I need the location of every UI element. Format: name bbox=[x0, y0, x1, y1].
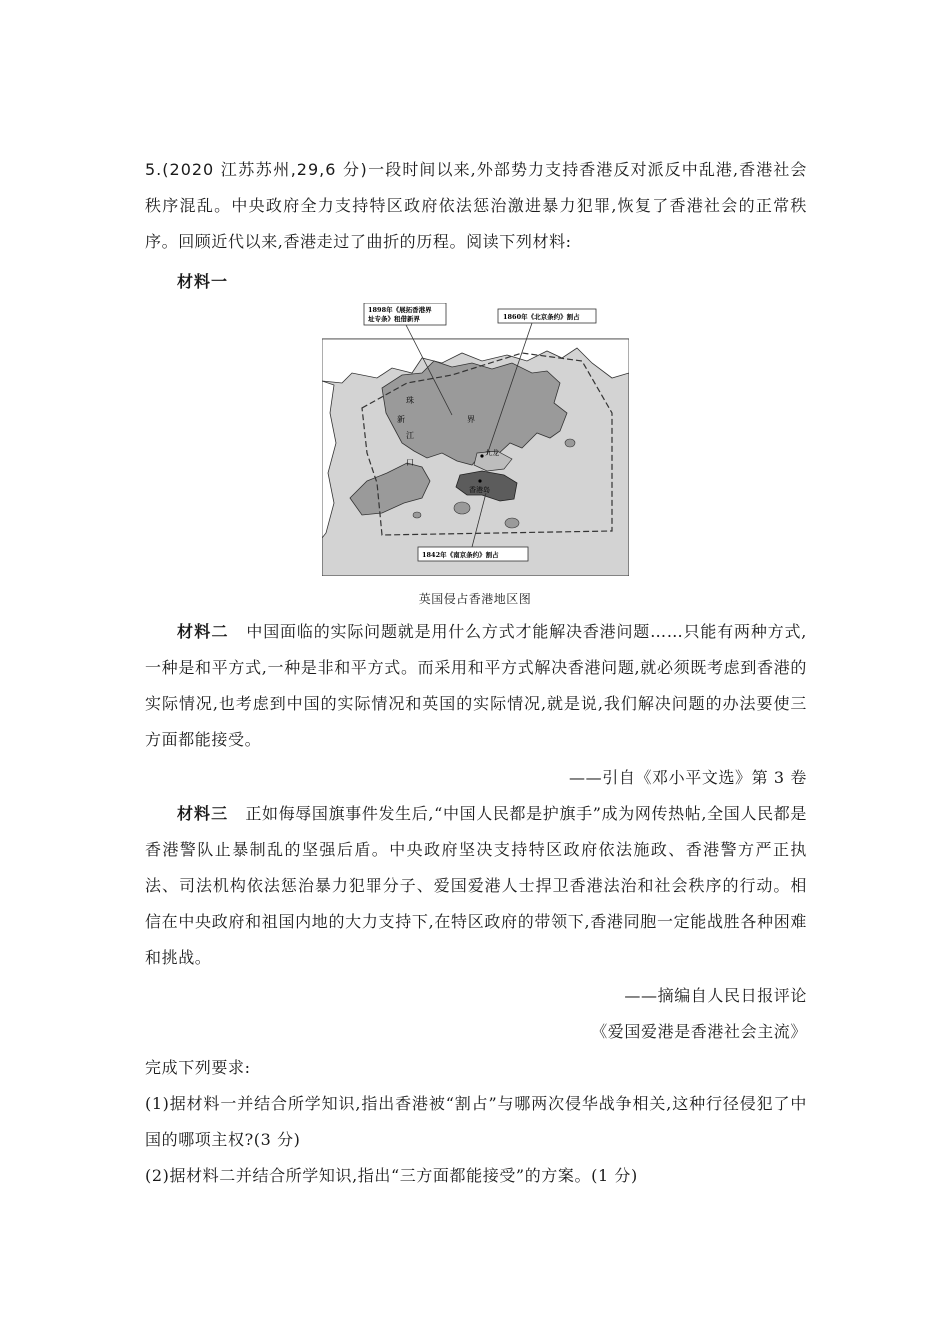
label-kowloon: 九龙 bbox=[485, 449, 499, 457]
river-char-3: 口 bbox=[406, 458, 414, 467]
material3-paragraph bbox=[145, 796, 807, 976]
material3-label: 材料三 bbox=[177, 804, 229, 823]
map-caption: 英国侵占香港地区图 bbox=[418, 592, 532, 606]
island-small-4 bbox=[565, 439, 575, 447]
island-small-2 bbox=[505, 518, 519, 528]
material3-text: 正如侮辱国旗事件发生后,“中国人民都是护旗手”成为网传热帖,全国人民都是香港警队止暴制乱的坚强后盾。中央政府坚决支持特区政府依法施政、香港警方严正执法、司法机构依法惩治暴力犯罪分子、爱国爱港人士捍卫香港法治和社会秩序的行动。相信在中央政府和祖国内地的大力支持下,在特区政府的带领下,香港同胞一定能战胜各种困难和挑战。 bbox=[145, 804, 807, 967]
question-number-source: 5.(2020 江苏苏州,29,6 分) bbox=[145, 160, 368, 179]
material2-paragraph bbox=[145, 614, 807, 758]
question-intro-text: 一段时间以来,外部势力支持香港反对派反中乱港,香港社会秩序混乱。中央政府全力支持特区政府依法惩治激进暴力犯罪,恢复了香港社会的正常秩序。回顾近代以来,香港走过了曲折的历程。阅读下列材料: bbox=[145, 160, 807, 251]
callout-1842-text: 1842年《南京条约》割占 bbox=[422, 551, 499, 559]
river-char-2: 江 bbox=[406, 431, 414, 440]
material2-text: 中国面临的实际问题就是用什么方式才能解决香港问题……只能有两种方式,一种是和平方式,一种是非和平方式。而采用和平方式解决香港问题,就必须既考虑到香港的实际情况,也考虑到中国的实际情况和英国的实际情况,就是说,我们解决问题的办法要使三方面都能接受。 bbox=[145, 622, 807, 749]
island-small-3 bbox=[413, 512, 421, 518]
material1-label: 材料一 bbox=[177, 272, 229, 291]
tasks-header: 完成下列要求: bbox=[145, 1058, 251, 1077]
material3-source-line2: 《爱国爱港是香港社会主流》 bbox=[591, 1022, 807, 1041]
material3-source-line1: ——摘编自人民日报评论 bbox=[624, 986, 807, 1005]
callout-1898-line1: 1898年《展拓香港界 bbox=[368, 306, 432, 314]
question-intro bbox=[145, 152, 807, 260]
hong-kong-map bbox=[322, 303, 629, 576]
label-jie: 界 bbox=[467, 415, 475, 424]
material2-label: 材料二 bbox=[177, 622, 229, 641]
task-q1: (1)据材料一并结合所学知识,指出香港被“割占”与哪两次侵华战争相关,这种行径侵犯了中国的哪项主权?(3 分) bbox=[145, 1094, 807, 1149]
callout-1898-line2: 址专条》租借新界 bbox=[368, 315, 420, 323]
label-hk-island: 香港岛 bbox=[469, 486, 490, 494]
kowloon-dot bbox=[480, 454, 483, 457]
island-small-1 bbox=[454, 502, 470, 514]
callout-1860-text: 1860年《北京条约》割占 bbox=[503, 313, 580, 321]
task-q2: (2)据材料二并结合所学知识,指出“三方面都能接受”的方案。(1 分) bbox=[145, 1166, 638, 1185]
hk-island-dot bbox=[478, 479, 481, 482]
river-char-1: 珠 bbox=[406, 396, 414, 405]
material2-source: ——引自《邓小平文选》第 3 卷 bbox=[569, 768, 807, 787]
label-xin: 新 bbox=[397, 415, 405, 424]
